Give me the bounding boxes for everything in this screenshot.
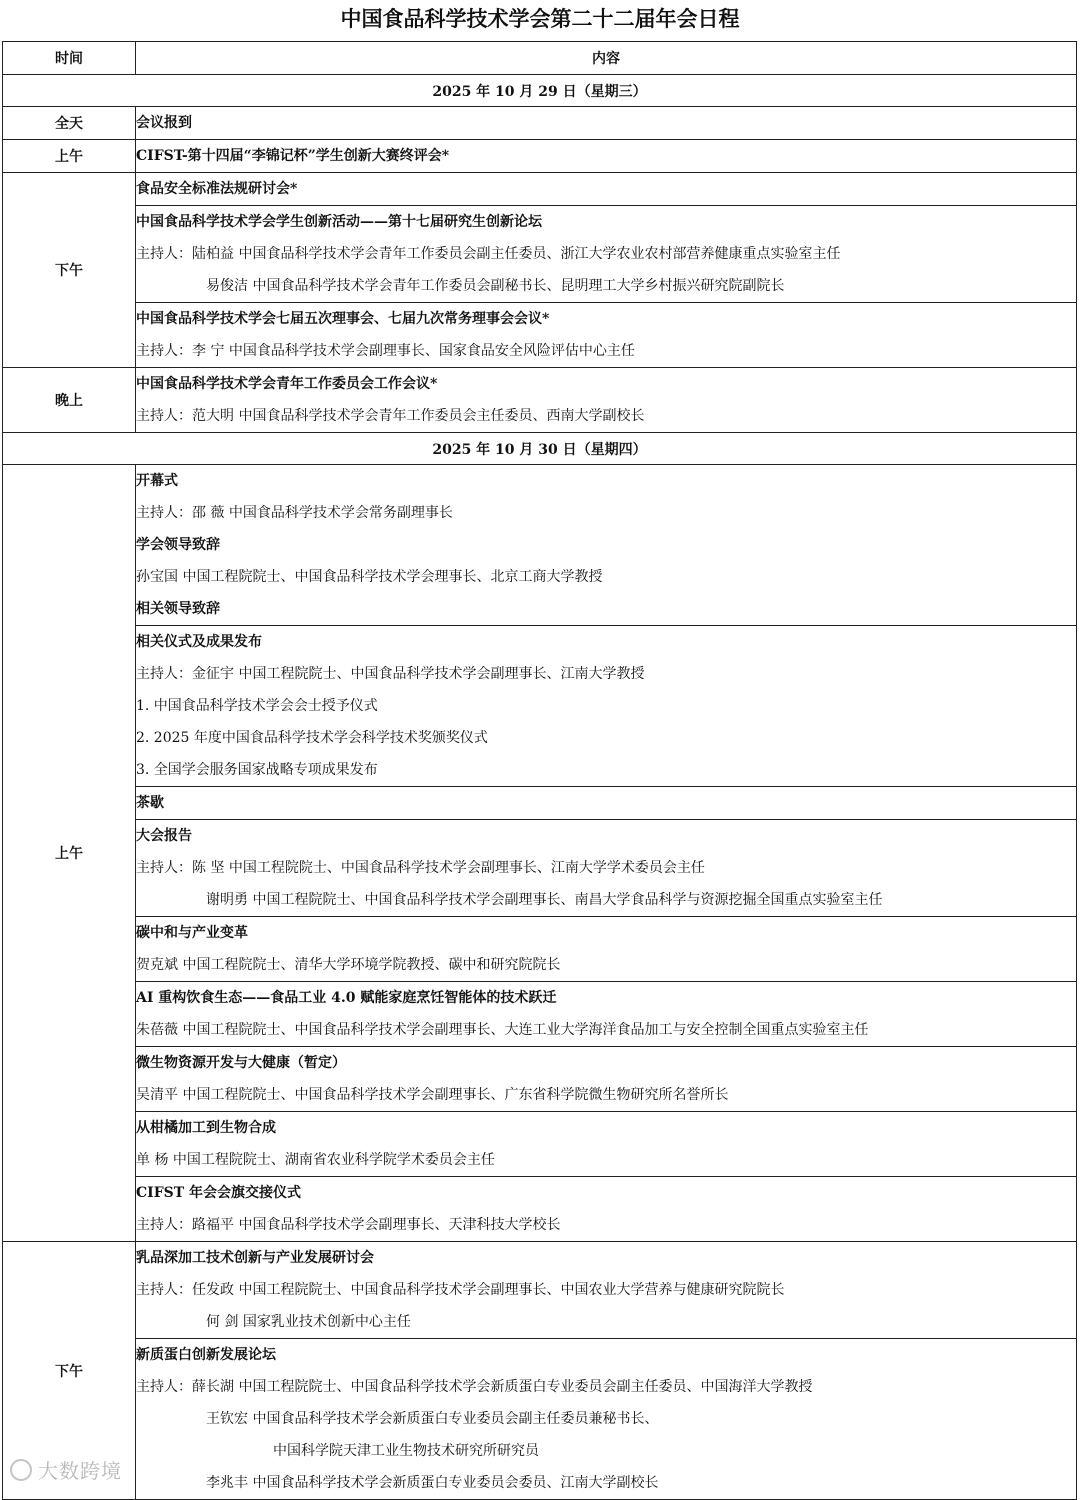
item-detail: 王钦宏 中国食品科学技术学会新质蛋白专业委员会副主任委员兼秘书长、 [206, 1411, 659, 1427]
schedule-body [3, 75, 1077, 1500]
session-row [3, 368, 1077, 433]
item-title: 开幕式 [136, 473, 178, 489]
item-detail: 主持人：金征宇 中国工程院院士、中国食品科学技术学会副理事长、江南大学教授 [136, 666, 645, 682]
item-title: 学会领导致辞 [136, 537, 220, 553]
item-title: CIFST 年会会旗交接仪式 [136, 1185, 302, 1201]
item-detail: 主持人：李 宁 中国食品科学技术学会副理事长、国家食品安全风险评估中心主任 [136, 343, 635, 359]
item-title: AI 重构饮食生态——食品工业 4.0 赋能家庭烹饪智能体的技术跃迁 [136, 990, 557, 1006]
item-detail: 主持人：陆柏益 中国食品科学技术学会青年工作委员会副主任委员、浙江大学农业农村部营养健康重点实验室主任 [136, 246, 841, 262]
session-row [3, 982, 1077, 1047]
session-row [3, 1339, 1077, 1500]
content-cell [136, 917, 1077, 982]
header-time: 时间 [3, 42, 136, 75]
session-row [3, 820, 1077, 917]
date-row [3, 75, 1077, 107]
watermark-text: 大数跨境 [38, 1459, 122, 1483]
item-title: 碳中和与产业变革 [136, 925, 248, 941]
item-title: 茶歇 [136, 795, 164, 811]
session-row [3, 917, 1077, 982]
item-detail: 主持人：邵 薇 中国食品科学技术学会常务副理事长 [136, 505, 453, 521]
item-detail: 吴清平 中国工程院院士、中国食品科学技术学会副理事长、广东省科学院微生物研究所名誉所长 [136, 1087, 729, 1103]
item-title: 中国食品科学技术学会七届五次理事会、七届九次常务理事会会议* [136, 311, 550, 327]
item-title: 微生物资源开发与大健康（暂定） [136, 1055, 346, 1071]
content-cell [136, 303, 1077, 368]
item-detail: 3. 全国学会服务国家战略专项成果发布 [136, 762, 378, 778]
item-detail: 主持人：任发政 中国工程院院士、中国食品科学技术学会副理事长、中国农业大学营养与健康研究院院长 [136, 1282, 785, 1298]
content-cell [136, 1112, 1077, 1177]
item-detail: 主持人：范大明 中国食品科学技术学会青年工作委员会主任委员、西南大学副校长 [136, 408, 645, 424]
item-title: 相关仪式及成果发布 [136, 634, 262, 650]
header-row [3, 42, 1077, 75]
item-detail: 2. 2025 年度中国食品科学技术学会科学技术奖颁奖仪式 [136, 730, 488, 746]
schedule-table [2, 41, 1077, 1500]
item-title: 从柑橘加工到生物合成 [136, 1120, 276, 1136]
session-row [3, 173, 1077, 206]
time-cell: 下午 [3, 173, 136, 368]
date-row [3, 433, 1077, 465]
item-detail: 朱蓓薇 中国工程院院士、中国食品科学技术学会副理事长、大连工业大学海洋食品加工与安全控制全国重点实验室主任 [136, 1022, 869, 1038]
content-cell [136, 206, 1077, 303]
item-title: 大会报告 [136, 828, 192, 844]
item-detail: 谢明勇 中国工程院院士、中国食品科学技术学会副理事长、南昌大学食品科学与资源挖掘全国重点实验室主任 [206, 892, 883, 908]
time-cell: 全天 [3, 107, 136, 140]
session-row [3, 1242, 1077, 1339]
item-title: 新质蛋白创新发展论坛 [136, 1347, 276, 1363]
item-detail: 中国科学院天津工业生物技术研究所研究员 [273, 1443, 539, 1459]
session-row [3, 303, 1077, 368]
content-cell [136, 982, 1077, 1047]
session-row [3, 626, 1077, 787]
item-title: 中国食品科学技术学会青年工作委员会工作会议* [136, 376, 438, 392]
page-title: 中国食品科学技术学会第二十二届年会日程 [340, 7, 740, 31]
content-cell [136, 1339, 1077, 1500]
item-detail: 单 杨 中国工程院院士、湖南省农业科学院学术委员会主任 [136, 1152, 495, 1168]
item-title: 食品安全标准法规研讨会* [136, 181, 298, 197]
date-cell: 2025 年 10 月 29 日（星期三） [3, 75, 1077, 107]
item-title: 中国食品科学技术学会学生创新活动——第十七届研究生创新论坛 [136, 214, 542, 230]
session-row [3, 140, 1077, 173]
content-cell [136, 820, 1077, 917]
content-cell [136, 465, 1077, 626]
item-detail: 主持人：路福平 中国食品科学技术学会副理事长、天津科技大学校长 [136, 1217, 561, 1233]
watermark-logo-icon [10, 1459, 32, 1481]
item-title: 相关领导致辞 [136, 601, 220, 617]
content-cell [136, 626, 1077, 787]
time-cell: 上午 [3, 465, 136, 1242]
session-row [3, 465, 1077, 626]
content-cell [136, 1177, 1077, 1242]
content-cell [136, 1047, 1077, 1112]
time-cell: 晚上 [3, 368, 136, 433]
content-cell [136, 173, 1077, 206]
watermark [10, 1455, 122, 1484]
content-cell [136, 368, 1077, 433]
item-detail: 1. 中国食品科学技术学会会士授予仪式 [136, 698, 378, 714]
session-row [3, 1177, 1077, 1242]
content-cell [136, 1242, 1077, 1339]
time-cell: 上午 [3, 140, 136, 173]
session-row [3, 787, 1077, 820]
date-cell: 2025 年 10 月 30 日（星期四） [3, 433, 1077, 465]
item-title: 会议报到 [136, 115, 192, 131]
item-title: CIFST-第十四届“李锦记杯”学生创新大赛终评会* [136, 148, 450, 164]
content-cell [136, 107, 1077, 140]
item-detail: 易俊洁 中国食品科学技术学会青年工作委员会副秘书长、昆明理工大学乡村振兴研究院副院长 [206, 278, 785, 294]
session-row [3, 206, 1077, 303]
content-cell [136, 140, 1077, 173]
time-cell: 下午 [3, 1242, 136, 1500]
header-content: 内容 [136, 42, 1077, 75]
item-detail: 主持人：陈 坚 中国工程院院士、中国食品科学技术学会副理事长、江南大学学术委员会主任 [136, 860, 705, 876]
item-detail: 李兆丰 中国食品科学技术学会新质蛋白专业委员会委员、江南大学副校长 [206, 1475, 659, 1491]
item-title: 乳品深加工技术创新与产业发展研讨会 [136, 1250, 374, 1266]
item-detail: 主持人：薛长湖 中国工程院院士、中国食品科学技术学会新质蛋白专业委员会副主任委员、中国海洋大学教授 [136, 1379, 813, 1395]
session-row [3, 1112, 1077, 1177]
item-detail: 何 剑 国家乳业技术创新中心主任 [206, 1314, 411, 1330]
session-row [3, 1047, 1077, 1112]
item-detail: 孙宝国 中国工程院院士、中国食品科学技术学会理事长、北京工商大学教授 [136, 569, 603, 585]
item-detail: 贺克斌 中国工程院院士、清华大学环境学院教授、碳中和研究院院长 [136, 957, 561, 973]
content-cell [136, 787, 1077, 820]
session-row [3, 107, 1077, 140]
